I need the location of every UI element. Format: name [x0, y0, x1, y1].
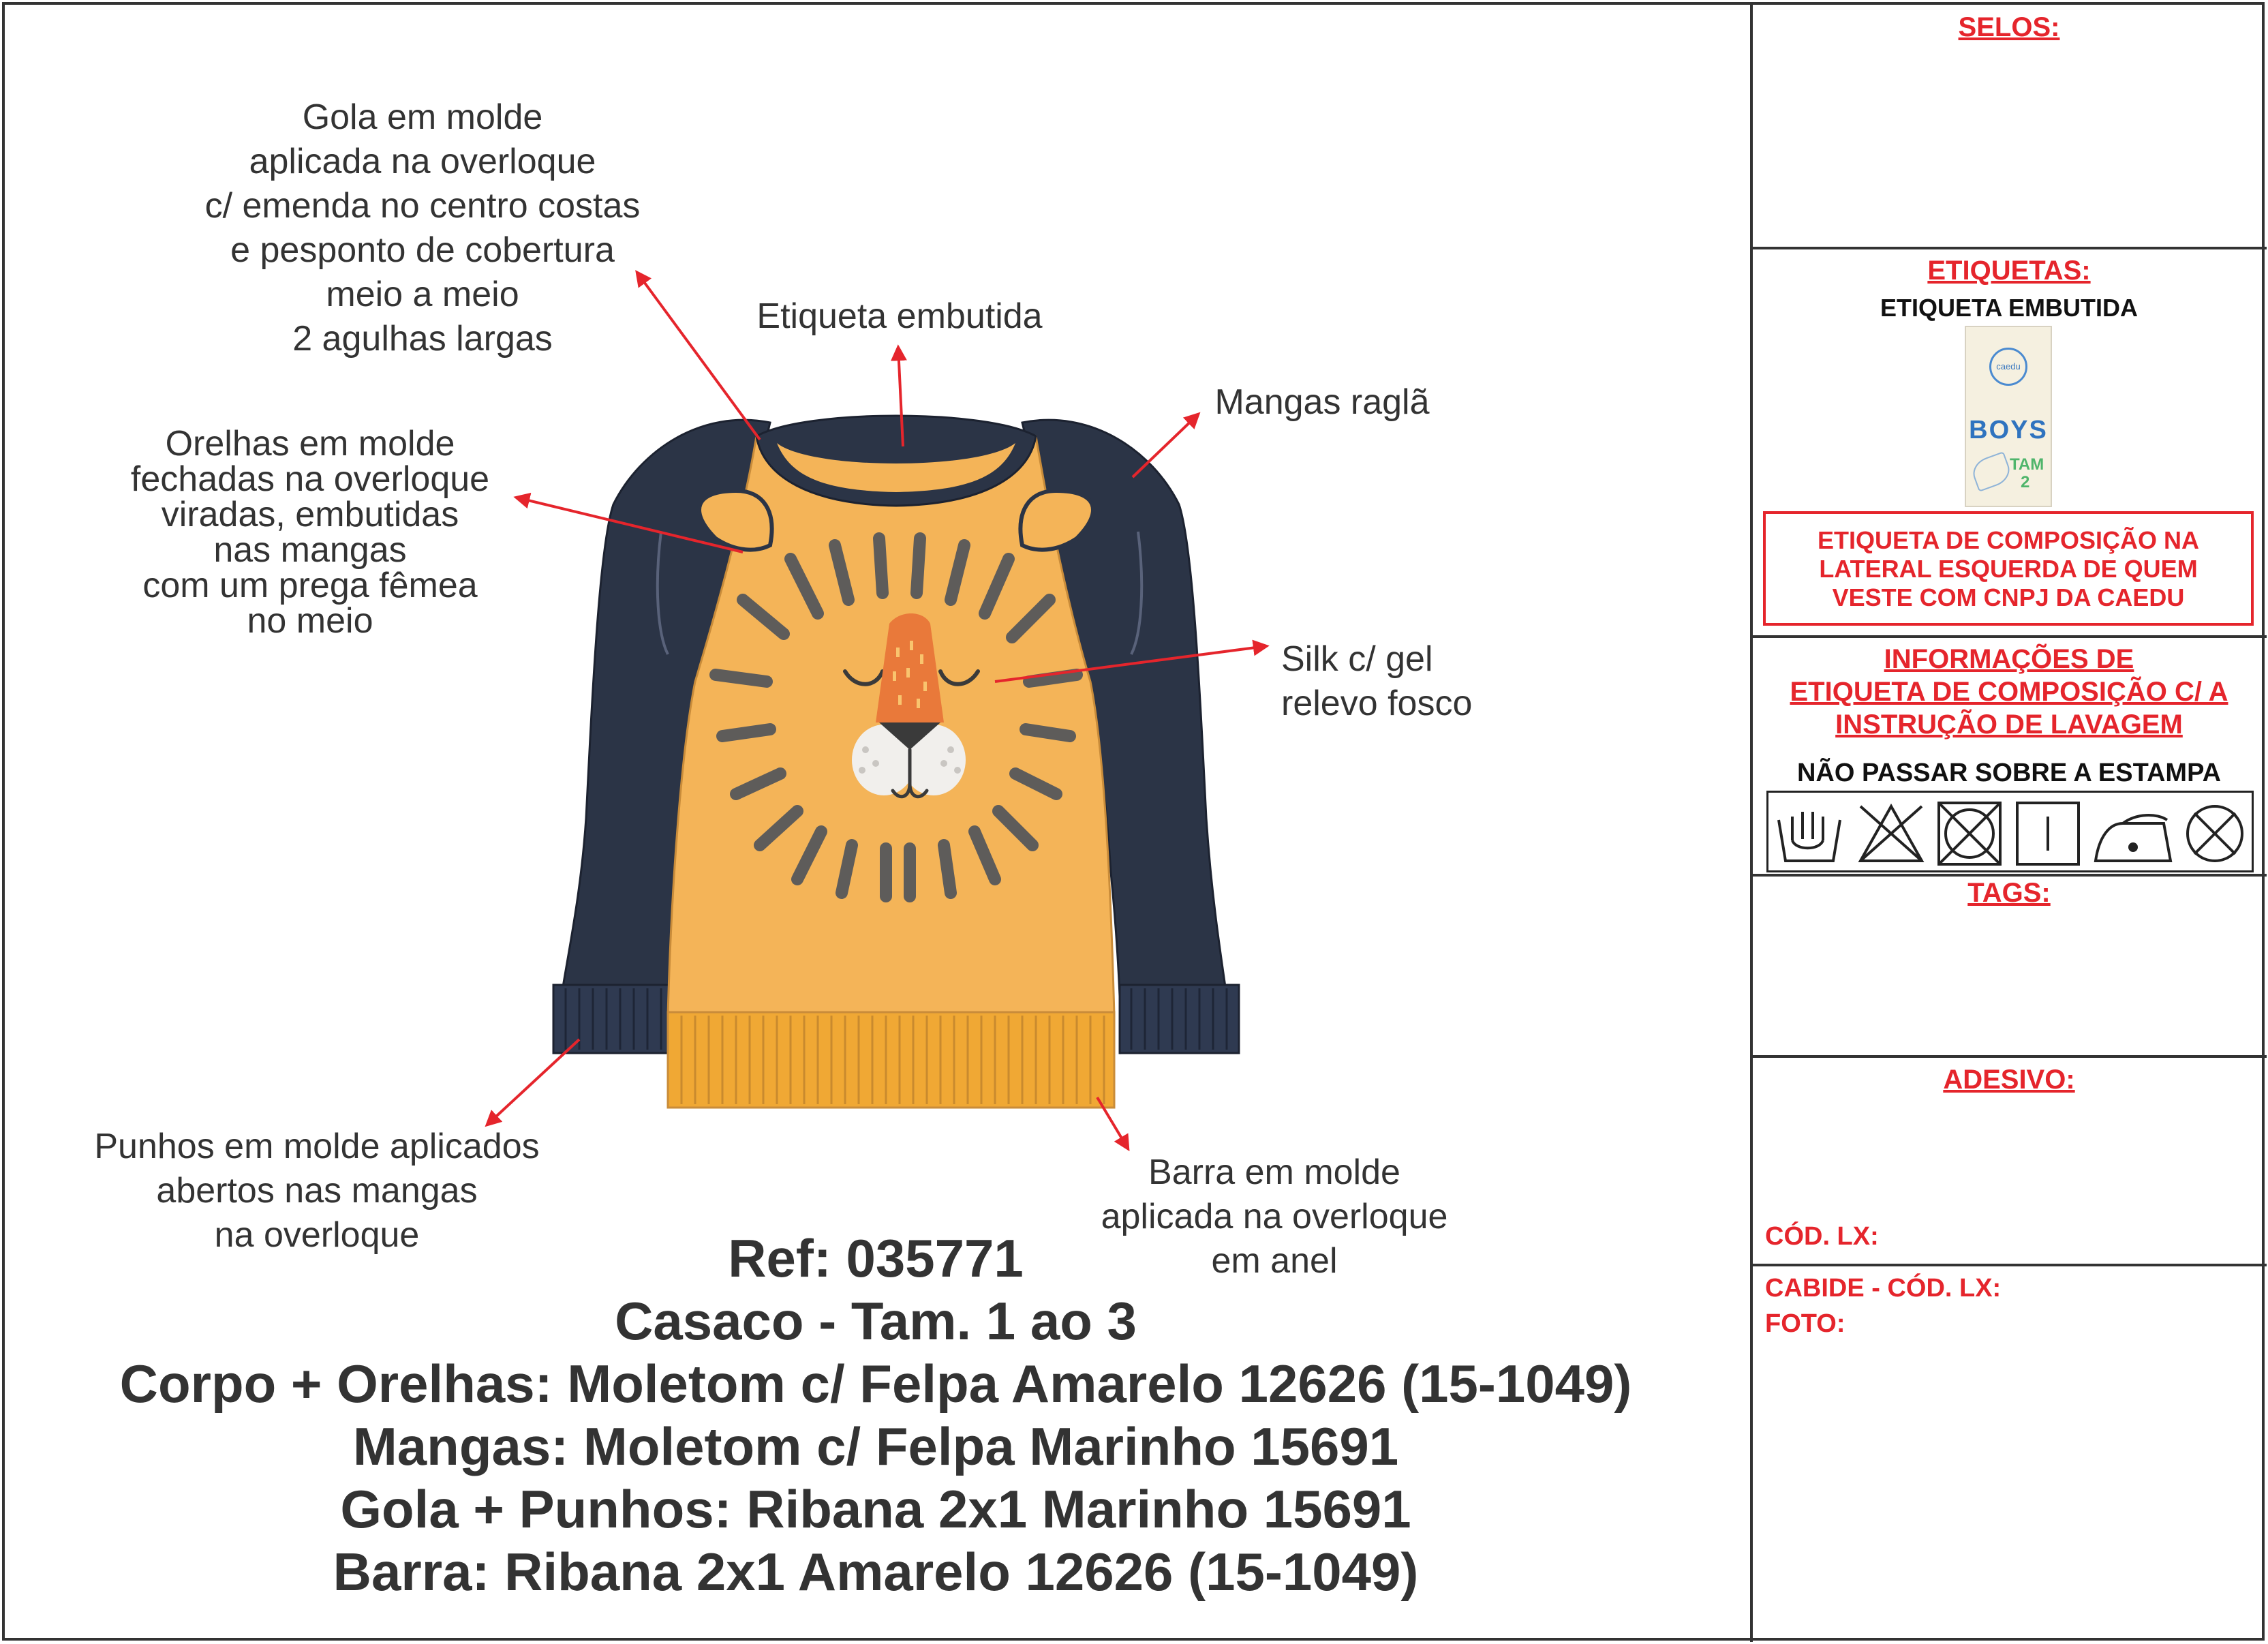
label-rocket-icon — [1969, 451, 2014, 492]
foto-label: FOTO: — [1765, 1309, 1845, 1338]
do-not-bleach-icon — [1860, 806, 1922, 861]
info-title: INFORMAÇÕES DE ETIQUETA DE COMPOSIÇÃO C/ A INSTRUÇÃO DE LAVAGEM — [1790, 644, 2228, 740]
do-not-dry-clean-icon — [2188, 806, 2242, 861]
note-barra: Barra em molde aplicada na overloque em anel — [1101, 1153, 1448, 1281]
spec-corpo: Corpo + Orelhas: Moletom c/ Felpa Amarelo 12626 (15-1049) — [119, 1354, 1632, 1414]
right-cuff — [1120, 985, 1239, 1053]
do-not-tumble-dry-icon — [1939, 803, 2000, 864]
note-punhos: Punhos em molde aplicados abertos nas mangas na overloque — [94, 1127, 540, 1255]
ref-number: Ref: 035771 — [728, 1228, 1024, 1288]
composicao-note: ETIQUETA DE COMPOSIÇÃO NA LATERAL ESQUERDA DE QUEM VESTE COM CNPJ DA CAEDU — [1817, 526, 2200, 611]
note-gola: Gola em molde aplicada na overloque c/ emenda no centro costas e pesponto de cobertura meio a meio 2 agulhas largas — [204, 97, 641, 359]
spec-barra: Barra: Ribana 2x1 Amarelo 12626 (15-1049) — [333, 1542, 1419, 1602]
label-boys-text: BOYS — [1969, 416, 2048, 444]
adesivo-title: ADESIVO: — [1943, 1065, 2075, 1095]
selos-title: SELOS: — [1958, 12, 2060, 42]
composicao-box — [1763, 511, 2254, 626]
cod-lx-label: CÓD. LX: — [1765, 1222, 1879, 1251]
hem-band — [668, 1012, 1114, 1108]
arrow-punhos — [487, 1039, 579, 1125]
spec-gola: Gola + Punhos: Ribana 2x1 Marinho 15691 — [340, 1479, 1411, 1539]
hand-wash-icon — [1779, 812, 1840, 861]
etiqueta-embutida-label: ETIQUETA EMBUTIDA — [1880, 294, 2138, 322]
note-etiqueta-embutida: Etiqueta embutida — [756, 296, 1043, 336]
iron-low-icon — [2096, 815, 2171, 861]
note-mangas: Mangas raglã — [1214, 382, 1430, 422]
line-dry-icon — [2017, 803, 2079, 864]
tags-title: TAGS: — [1967, 878, 2051, 908]
etiquetas-title: ETIQUETAS: — [1927, 256, 2091, 286]
woven-label — [1965, 326, 2052, 507]
label-brand-badge: caedu — [1989, 348, 2027, 386]
product-name: Casaco - Tam. 1 ao 3 — [615, 1291, 1137, 1351]
label-size: 2 — [2021, 473, 2030, 491]
label-tam: TAM — [2010, 455, 2044, 474]
cabide-label: CABIDE - CÓD. LX: — [1765, 1274, 2002, 1303]
spec-mangas: Mangas: Moletom c/ Felpa Marinho 15691 — [352, 1416, 1399, 1476]
left-cuff — [553, 985, 673, 1053]
care-symbols — [1766, 791, 2254, 872]
note-orelhas: Orelhas em molde fechadas na overloque viradas, embutidas nas mangas com um prega fêmea no meio — [130, 424, 490, 641]
note-silk: Silk c/ gel relevo fosco — [1281, 639, 1473, 723]
spec-block — [27, 1227, 1724, 1603]
nao-passar-note: NÃO PASSAR SOBRE A ESTAMPA — [1796, 759, 2222, 787]
